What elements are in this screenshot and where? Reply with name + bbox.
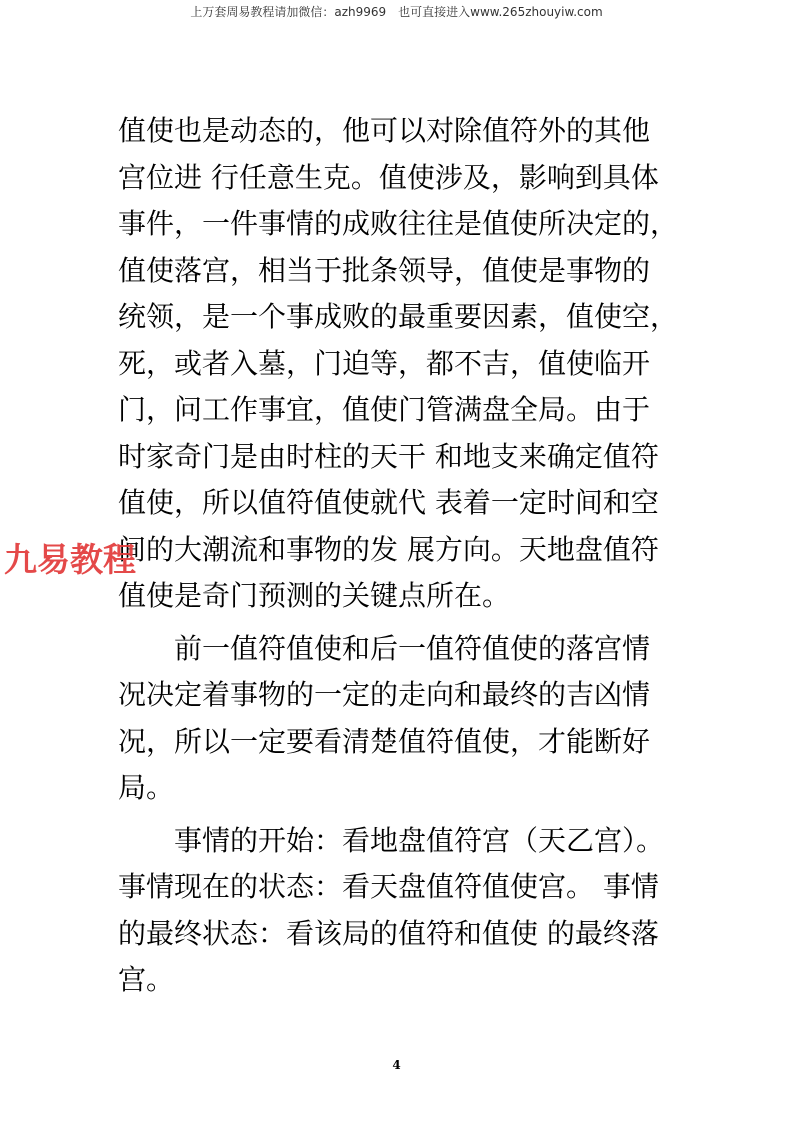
- text-line: 事件，一件事情的成败往往是值使所决定的，: [118, 207, 679, 240]
- text-line: 事情现在的状态：看天盘值符值使宫。 事情: [118, 870, 659, 903]
- paragraph-1: [118, 108, 678, 620]
- text-line: 局。: [118, 771, 175, 804]
- text-line: 前一值符值使和后一值符值使的落宫情: [174, 631, 651, 665]
- text-line: 宫位进 行任意生克。值使涉及，影响到具体: [118, 160, 659, 194]
- paragraph-3: [118, 818, 678, 1004]
- text-line: 的最终状态：看该局的值符和值使 的最终落: [118, 916, 659, 950]
- text-line: 值使，所以值符值使就代 表着一定时间和空: [118, 486, 659, 519]
- text-line: 值使落宫，相当于批条领导，值使是事物的: [118, 253, 651, 287]
- page-number: 4: [392, 1058, 401, 1072]
- text-line: 宫。: [118, 963, 175, 996]
- watermark-logo: 九易教程: [4, 540, 136, 579]
- text-line: 况，所以一定要看清楚值符值使，才能断好: [118, 724, 651, 758]
- body-text: [118, 108, 678, 1004]
- text-line: 统领，是一个事成败的最重要因素，值使空，: [118, 300, 679, 333]
- text-line: 值使也是动态的，他可以对除值符外的其他: [118, 114, 651, 147]
- text-line: 间的大潮流和事物的发 展方向。天地盘值符: [118, 532, 659, 566]
- header-note: 上万套周易教程请加微信：azh9969 也可直接进入www.265zhouyiw.com: [190, 5, 603, 19]
- text-line: 值使是奇门预测的关键点所在。: [118, 579, 511, 612]
- text-line: 死，或者入墓，门迫等，都不吉，值使临开: [118, 346, 651, 380]
- text-line: 事情的开始：看地盘值符宫（天乙宫）。: [174, 823, 665, 857]
- text-line: 时家奇门是由时柱的天干 和地支来确定值符: [118, 439, 659, 473]
- text-line: 况决定着事物的一定的走向和最终的吉凶情: [118, 678, 651, 711]
- text-line: 门，问工作事宜，值使门管满盘全局。由于: [118, 393, 651, 426]
- paragraph-2: [118, 626, 678, 812]
